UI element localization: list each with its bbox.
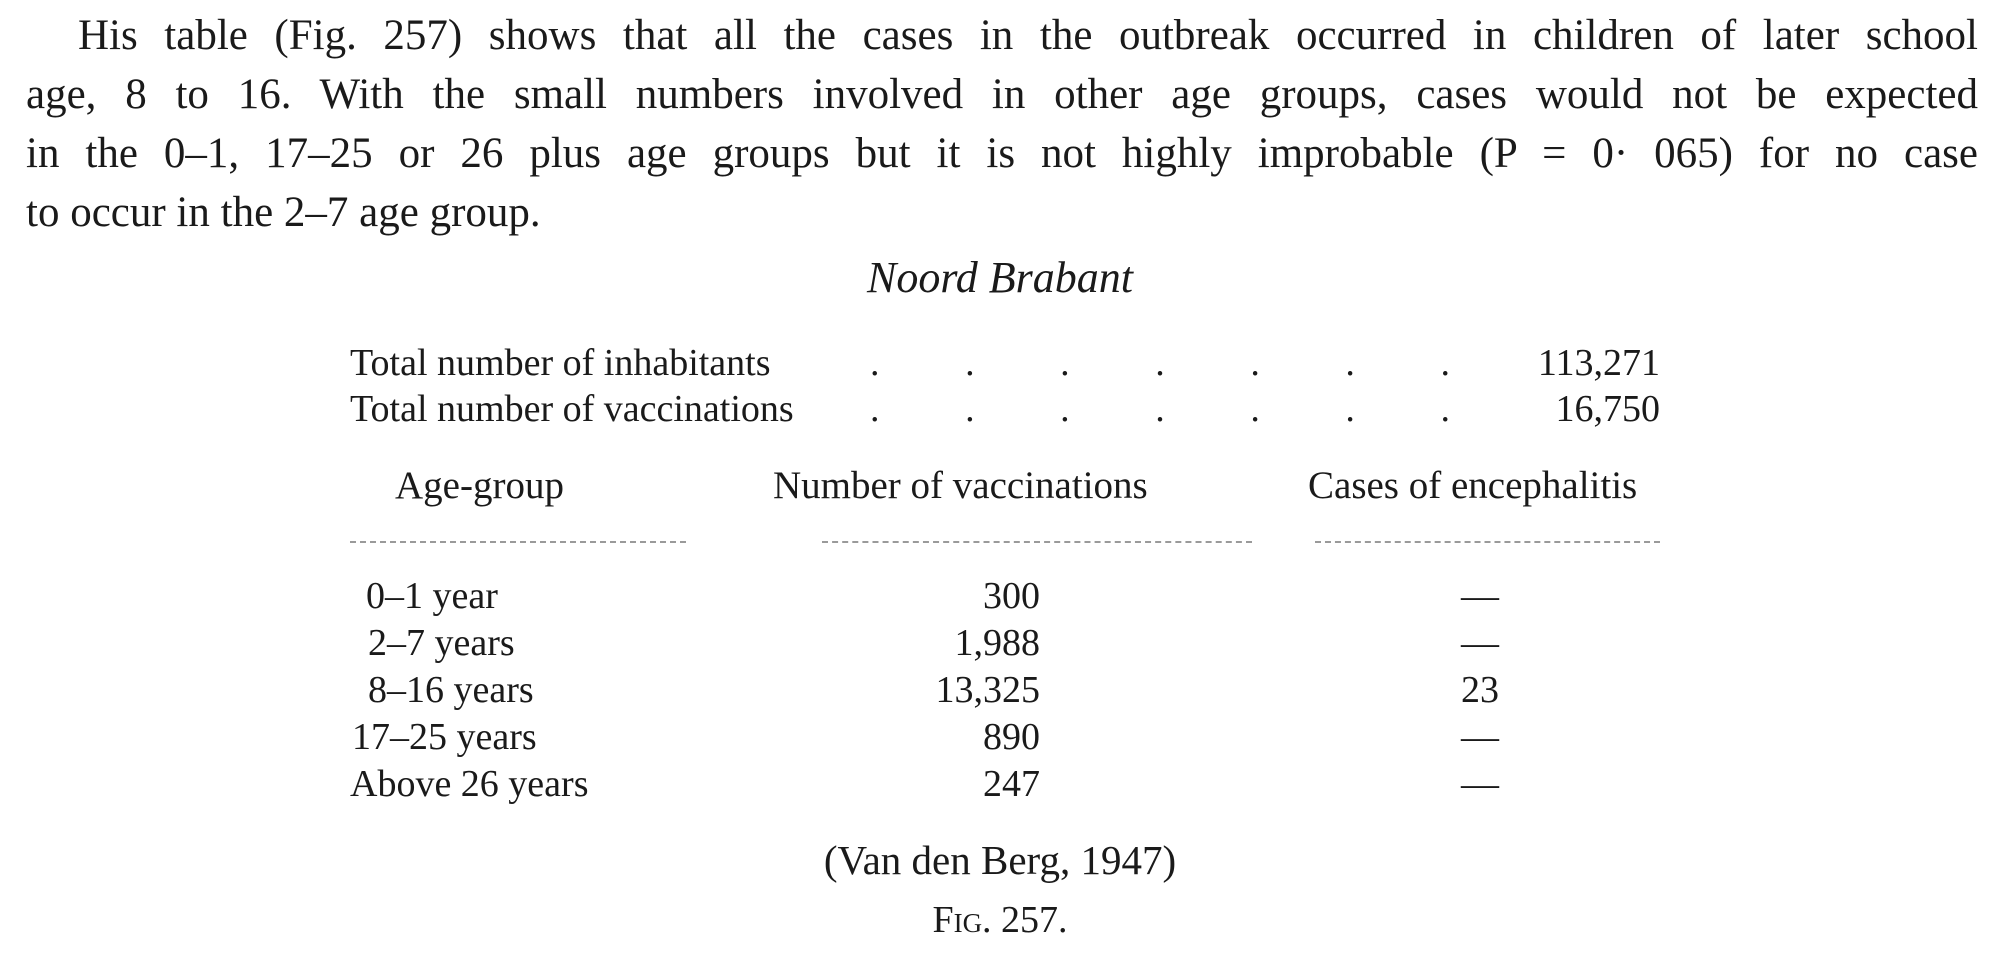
totals-value: 113,271 [1537, 342, 1660, 384]
column-header-vaccinations: Number of vaccinations [773, 464, 1148, 507]
header-rule [1315, 541, 1660, 543]
age-cell: 0–1 year [366, 575, 498, 617]
totals-label: Total number of inhabitants [350, 342, 771, 384]
table-row [0, 573, 2000, 620]
table-row [0, 667, 2000, 714]
totals-row-inhabitants [350, 340, 1660, 386]
cases-cell: — [1461, 763, 1499, 805]
column-header-age-group: Age-group [395, 464, 564, 507]
vaccinations-cell: 247 [983, 763, 1040, 805]
cases-cell: — [1461, 622, 1499, 664]
age-cell: 2–7 years [368, 622, 515, 664]
totals-row-vaccinations [350, 386, 1660, 432]
table-row [0, 714, 2000, 761]
vaccinations-cell: 300 [983, 575, 1040, 617]
table-title: Noord Brabant [866, 253, 1134, 302]
body-paragraph [26, 6, 1978, 242]
age-cell: Above 26 years [350, 763, 589, 805]
header-rule [822, 541, 1252, 543]
totals-label: Total number of vaccinations [350, 388, 794, 430]
vaccinations-cell: 13,325 [935, 669, 1040, 711]
citation: (Van den Berg, 1947) [823, 837, 1177, 883]
table-row [0, 761, 2000, 808]
paragraph-line: age, 8 to 16. With the small numbers involved in other age groups, cases would not be expected [26, 71, 1978, 118]
dot-leader: . . . . . . . [870, 342, 1450, 384]
totals-value: 16,750 [1555, 388, 1660, 430]
paragraph-line: to occur in the 2–7 age group. [26, 189, 541, 236]
paragraph-line: His table (Fig. 257) shows that all the cases in the outbreak occurred in children of later school [78, 12, 1978, 59]
dot-leader: . . . . . . . [870, 388, 1450, 430]
table-row [0, 620, 2000, 667]
vaccinations-cell: 1,988 [954, 622, 1040, 664]
column-header-cases: Cases of encephalitis [1308, 464, 1638, 507]
age-cell: 8–16 years [368, 669, 534, 711]
age-cell: 17–25 years [352, 716, 537, 758]
paragraph-line: in the 0–1, 17–25 or 26 plus age groups but it is not highly improbable (P = 0· 065) for no case [26, 130, 1978, 177]
cases-cell: — [1461, 575, 1499, 617]
cases-cell: 23 [1461, 669, 1499, 711]
header-rule [350, 541, 686, 543]
vaccinations-cell: 890 [983, 716, 1040, 758]
figure-label: Fig. 257. [932, 899, 1068, 941]
cases-cell: — [1461, 716, 1499, 758]
